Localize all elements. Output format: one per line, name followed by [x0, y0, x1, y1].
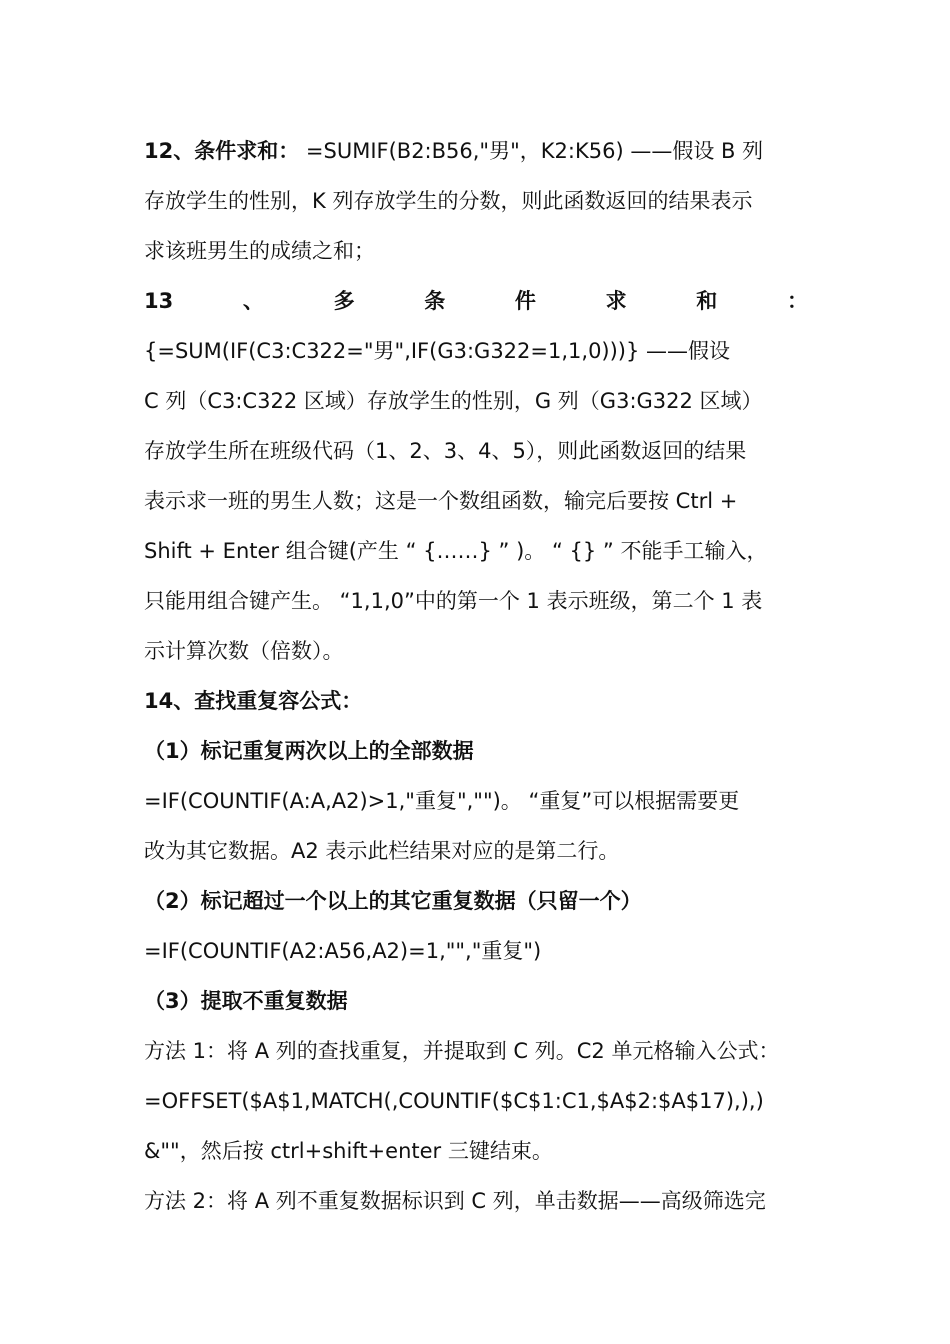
subsection-2-title: （2）标记超过一个以上的其它重复数据（只留一个）	[144, 889, 642, 913]
section-13-line-4: 存放学生所在班级代码（1、2、3、4、5），则此函数返回的结果	[144, 439, 747, 463]
section-12-line-1	[144, 126, 808, 176]
section-13-line-7: 只能用组合键产生。 “1,1,0”中的第一个 1 表示班级，第二个 1 表	[144, 589, 763, 613]
heading-char: ：	[786, 289, 808, 313]
heading-char: 和	[696, 289, 718, 313]
document-page	[144, 126, 808, 1226]
section-13-line-6: Shift + Enter 组合键(产生 “ {……} ” )。 “ {} ” 不能手工输入，	[144, 539, 768, 563]
heading-char: 求	[605, 289, 627, 313]
method-1-line-2: =OFFSET($A$1,MATCH(,COUNTIF($C$1:C1,$A$2:$A$17),),)	[144, 1089, 764, 1113]
section-12-formula: =SUMIF(B2:B56,"男"，K2:K56) ——假设 B 列	[299, 139, 764, 163]
heading-char: 13	[144, 289, 174, 313]
section-14-heading: 14、查找重复容公式：	[144, 689, 363, 713]
subsection-1-line-1: =IF(COUNTIF(A:A,A2)>1,"重复","")。 “重复”可以根据需要更	[144, 789, 740, 813]
section-13-line-5: 表示求一班的男生人数；这是一个数组函数，输完后要按 Ctrl +	[144, 489, 738, 513]
section-13-heading	[144, 276, 808, 326]
subsection-2-line-1: =IF(COUNTIF(A2:A56,A2)=1,"","重复")	[144, 939, 542, 963]
section-12-line-3: 求该班男生的成绩之和；	[144, 239, 375, 263]
heading-char: 多	[333, 289, 355, 313]
section-12-heading: 12、条件求和：	[144, 139, 300, 163]
method-1-line-3: &""，然后按 ctrl+shift+enter 三键结束。	[144, 1139, 553, 1163]
section-13-line-3: C 列（C3:C322 区域）存放学生的性别，G 列（G3:G322 区域）	[144, 389, 763, 413]
section-13-line-2: {=SUM(IF(C3:C322="男",IF(G3:G322=1,1,0)))} ——假设	[144, 339, 731, 363]
method-2-line-1: 方法 2：将 A 列不重复数据标识到 C 列，单击数据——高级筛选完	[144, 1189, 766, 1213]
heading-char: 条	[424, 289, 446, 313]
subsection-3-title: （3）提取不重复数据	[144, 989, 348, 1013]
section-13-line-8: 示计算次数（倍数）。	[144, 639, 344, 663]
subsection-1-line-2: 改为其它数据。A2 表示此栏结果对应的是第二行。	[144, 839, 620, 863]
heading-char: 、	[242, 289, 264, 313]
method-1-line-1: 方法 1：将 A 列的查找重复，并提取到 C 列。C2 单元格输入公式：	[144, 1039, 780, 1063]
section-12-line-2: 存放学生的性别，K 列存放学生的分数，则此函数返回的结果表示	[144, 189, 753, 213]
subsection-1-title: （1）标记重复两次以上的全部数据	[144, 739, 474, 763]
heading-char: 件	[514, 289, 536, 313]
